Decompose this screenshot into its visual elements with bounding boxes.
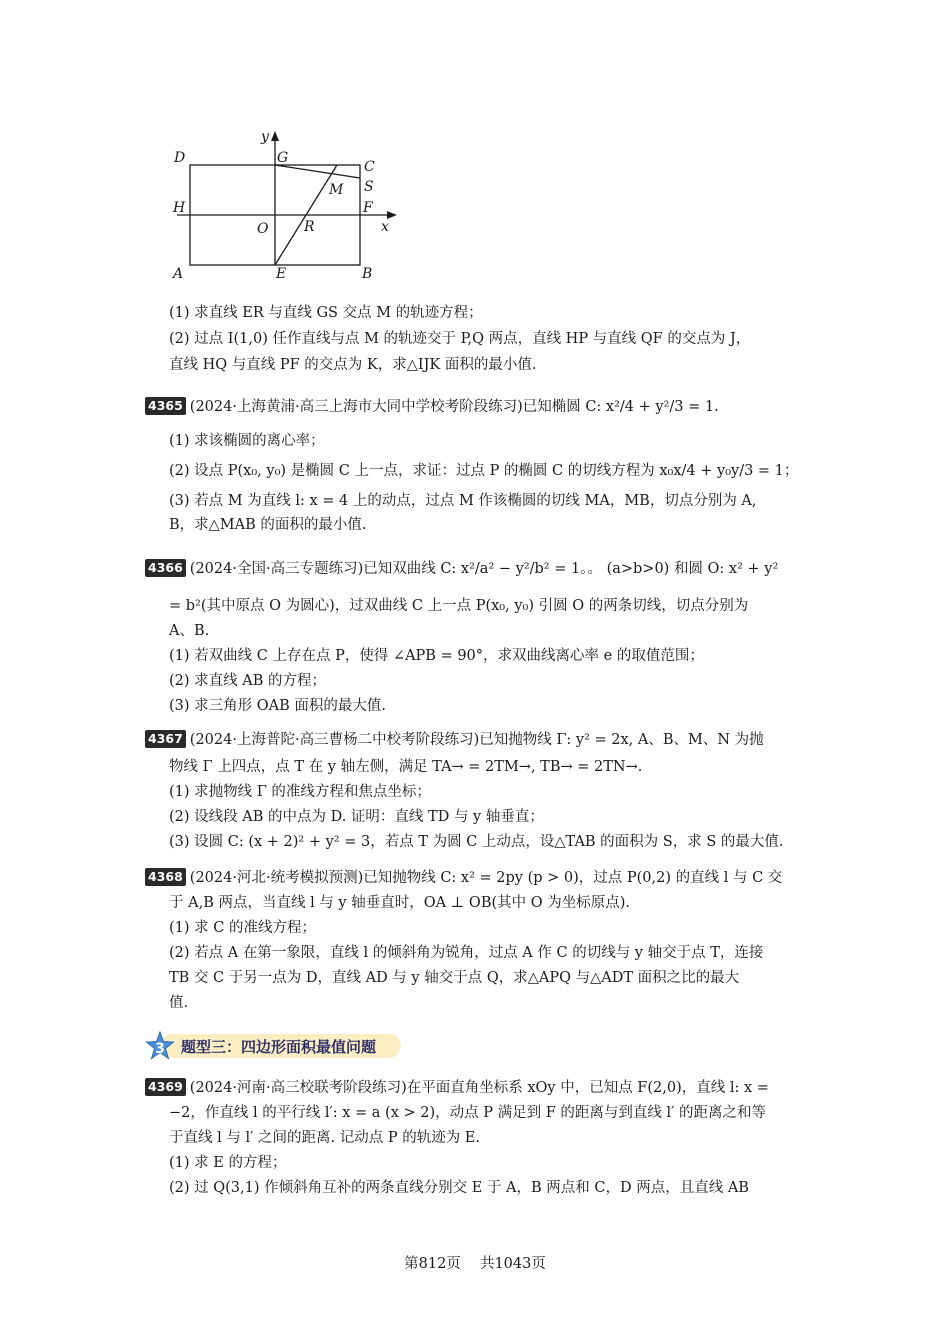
label-s: S: [364, 179, 374, 195]
problem-line: 于 A,B 两点，当直线 l 与 y 轴垂直时，OA ⊥ OB(其中 O 为坐标原点).: [169, 895, 631, 911]
problem-line: (1) 求 C 的准线方程；: [169, 920, 316, 936]
label-r: R: [304, 219, 315, 235]
problem-line: (3) 若点 M 为直线 l: x = 4 上的动点，过点 M 作该椭圆的切线 MA，MB，切点分别为 A,: [169, 493, 757, 509]
section-title: 题型三：四边形面积最值问题: [181, 1038, 377, 1056]
problem-line: = b²(其中原点 O 为圆心)，过双曲线 C 上一点 P(x₀, y₀) 引圆 O 的两条切线，切点分别为: [169, 598, 749, 614]
problem-number: 4368: [145, 868, 186, 886]
label-h: H: [173, 200, 186, 216]
line-gs: [275, 165, 360, 178]
x-axis-arrow: [387, 211, 397, 219]
problem-line: (2) 设点 P(x₀, y₀) 是椭圆 C 上一点，求证：过点 P 的椭圆 C 的切线方程为 x₀x/4 + y₀y/3 = 1；: [169, 463, 799, 479]
problem-line: (2024·河北·统考模拟预测)已知抛物线 C: x² = 2py (p > 0)，过点 P(0,2) 的直线 l 与 C 交: [189, 870, 783, 886]
problem-line: (2) 设线段 AB 的中点为 D. 证明：直线 TD 与 y 轴垂直；: [169, 809, 544, 825]
label-e: E: [276, 266, 287, 282]
problem-line: (2024·上海黄浦·高三上海市大同中学校考阶段练习)已知椭圆 C: x²/4 + y²/3 = 1.: [189, 399, 719, 415]
problem-line: (1) 求 E 的方程；: [169, 1155, 287, 1171]
label-a: A: [173, 266, 184, 282]
problem-line: 值.: [169, 995, 189, 1011]
problem-line: (2) 过 Q(3,1) 作倾斜角互补的两条直线分别交 E 于 A，B 两点和 C，D 两点，且直线 AB: [169, 1180, 749, 1196]
label-m: M: [329, 182, 344, 198]
intro-q1: (1) 求直线 ER 与直线 GS 交点 M 的轨迹方程；: [169, 305, 483, 321]
problem-line: B，求△MAB 的面积的最小值.: [169, 517, 367, 533]
section-header: [145, 1031, 407, 1061]
intro-q2b: 直线 HQ 与直线 PF 的交点为 K，求△IJK 面积的最小值.: [169, 357, 537, 373]
label-o: O: [257, 221, 269, 237]
coordinate-figure: [165, 125, 405, 290]
problem-line: (2024·上海普陀·高三曹杨二中校考阶段练习)已知抛物线 Γ: y² = 2x, A、B、M、N 为抛: [189, 732, 764, 748]
y-axis-arrow: [271, 131, 279, 141]
label-b: B: [362, 266, 373, 282]
problem-line: (2024·河南·高三校联考阶段练习)在平面直角坐标系 xOy 中，已知点 F(2,0)，直线 l: x =: [189, 1080, 769, 1096]
problem-line: TB 交 C 于另一点为 D，直线 AD 与 y 轴交于点 Q，求△APQ 与△ADT 面积之比的最大: [169, 970, 740, 986]
problem-number: 4369: [145, 1078, 186, 1096]
problem-line: (2) 求直线 AB 的方程；: [169, 673, 326, 689]
section-badge-number: 3: [155, 1041, 165, 1057]
problem-line: A、B.: [169, 623, 210, 639]
label-x: x: [381, 219, 389, 235]
problem-line: −2，作直线 l 的平行线 l′: x = a (x > 2)，动点 P 满足到 F 的距离与到直线 l′ 的距离之和等: [169, 1105, 767, 1121]
problem-line: (2024·全国·高三专题练习)已知双曲线 C: x²/a² − y²/b² = 1。。 (a>b>0) 和圆 O: x² + y²: [189, 561, 779, 577]
label-y: y: [261, 129, 269, 145]
intro-q2a: (2) 过点 I(1,0) 任作直线与点 M 的轨迹交于 P,Q 两点，直线 HP 与直线 QF 的交点为 J，: [169, 331, 751, 347]
problem-number: 4365: [145, 397, 186, 415]
problem-line: (1) 求该椭圆的离心率；: [169, 433, 325, 449]
problem-line: (1) 求抛物线 Γ 的准线方程和焦点坐标；: [169, 784, 431, 800]
problem-line: 于直线 l 与 l′ 之间的距离. 记动点 P 的轨迹为 E.: [169, 1130, 480, 1146]
label-g: G: [277, 150, 289, 166]
label-f: F: [363, 200, 373, 216]
problem-line: (2) 若点 A 在第一象限，直线 l 的倾斜角为锐角，过点 A 作 C 的切线与 y 轴交于点 T，连接: [169, 945, 764, 961]
page-footer: 第812页 共1043页: [404, 1256, 546, 1272]
section-badge-star-icon: [145, 1031, 175, 1061]
problem-line: (3) 设圆 C: (x + 2)² + y² = 3，若点 T 为圆 C 上动点，设△TAB 的面积为 S，求 S 的最大值.: [169, 834, 784, 850]
problem-line: (3) 求三角形 OAB 面积的最大值.: [169, 698, 386, 714]
problem-number: 4366: [145, 559, 186, 577]
label-d: D: [174, 150, 186, 166]
label-c: C: [364, 159, 375, 175]
problem-line: (1) 若双曲线 C 上存在点 P，使得 ∠APB = 90°，求双曲线离心率 e 的取值范围；: [169, 648, 704, 664]
problem-line: 物线 Γ 上四点，点 T 在 y 轴左侧，满足 TA→ = 2TM→, TB→ = 2TN→.: [169, 759, 643, 775]
problem-number: 4367: [145, 730, 186, 748]
